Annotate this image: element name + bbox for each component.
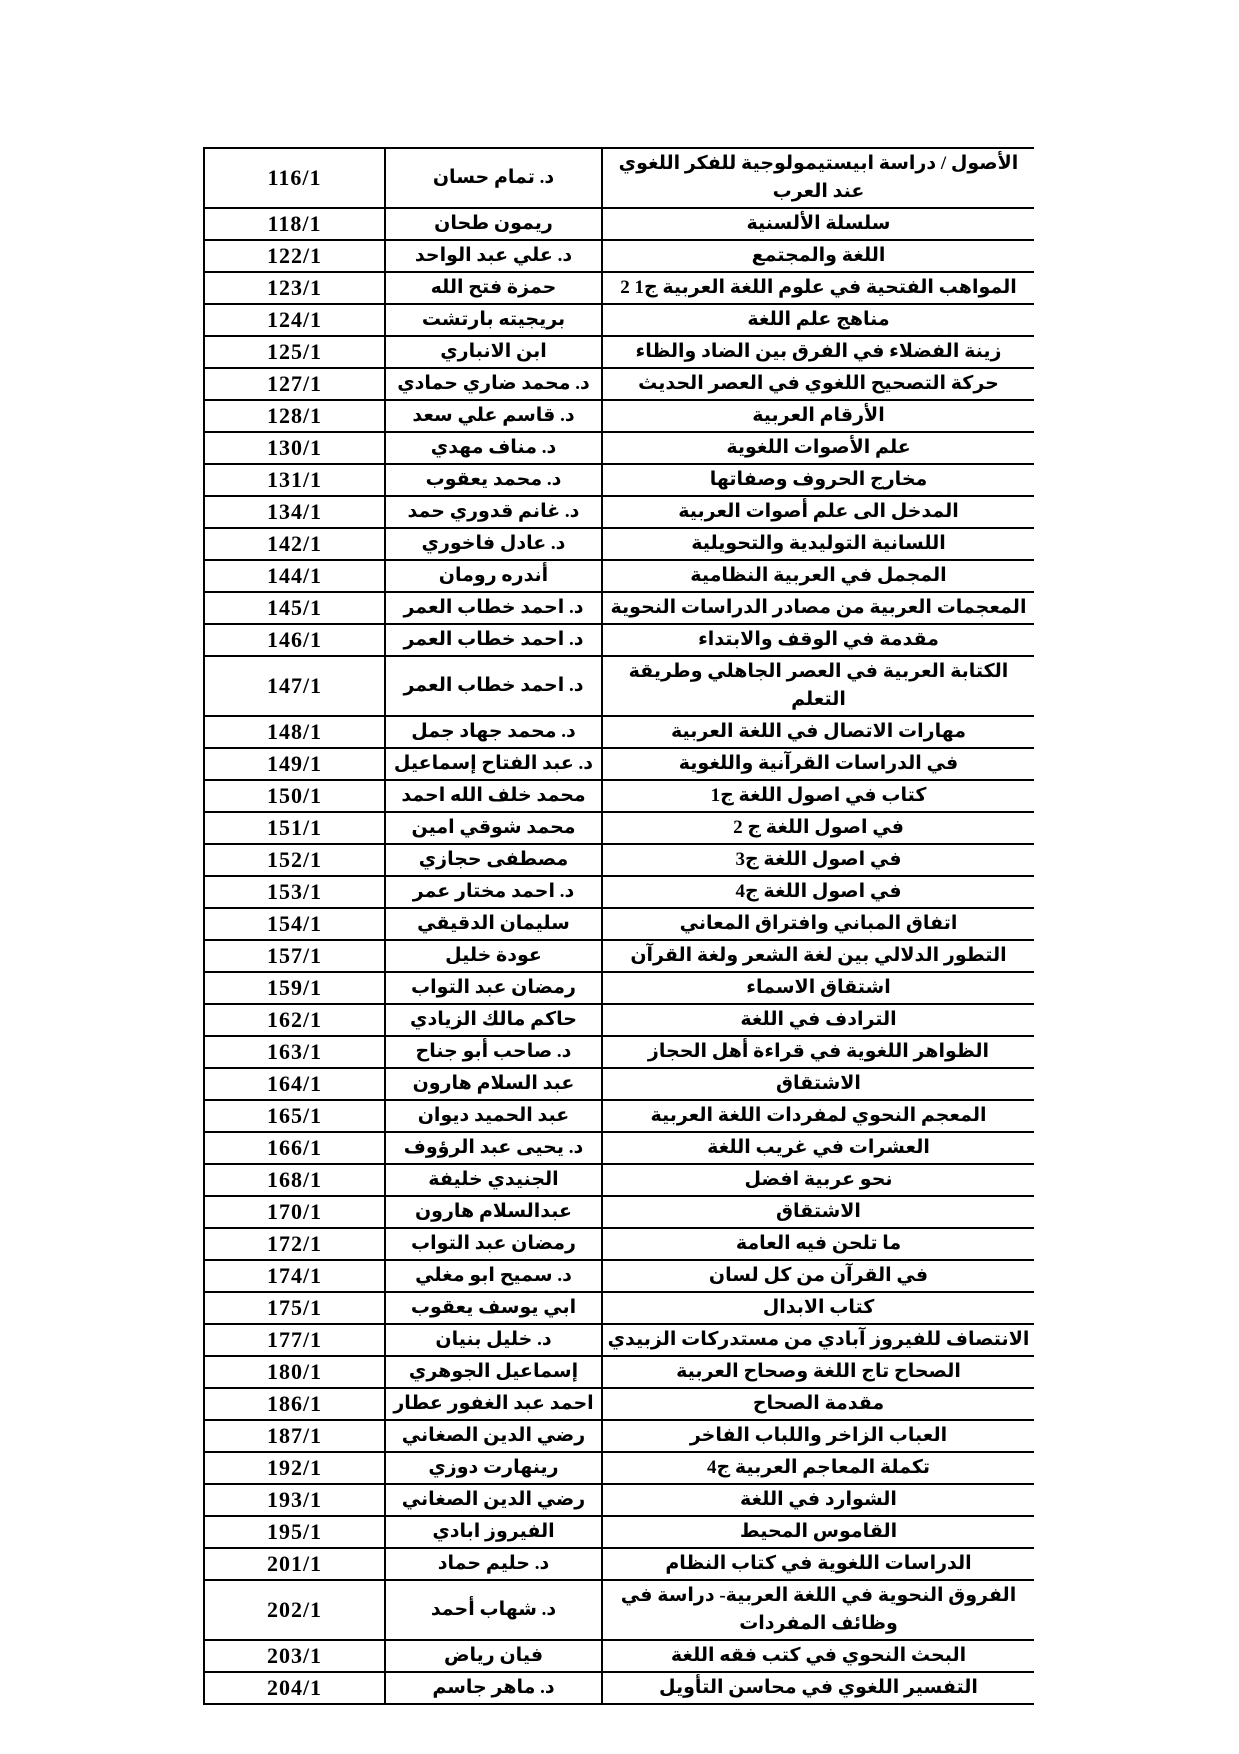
table-row (204, 972, 1034, 1004)
author-name-cell: د. محمد يعقوب (385, 464, 602, 496)
book-title-cell: الشوارد في اللغة (602, 1484, 1034, 1516)
book-title-cell: في اصول اللغة ج4 (602, 876, 1034, 908)
catalog-number-cell: 203/1 (204, 1640, 385, 1672)
table-row (204, 780, 1034, 812)
book-title-cell: في الدراسات القرآنية واللغوية (602, 748, 1034, 780)
book-title-cell: اتفاق المباني وافتراق المعاني (602, 908, 1034, 940)
table-row (204, 1260, 1034, 1292)
table-row (204, 336, 1034, 368)
book-title-cell: الانتصاف للفيروز آبادي من مستدركات الزبيدي (602, 1324, 1034, 1356)
author-name-cell: ريمون طحان (385, 208, 602, 240)
book-title-cell: مناهج علم اللغة (602, 304, 1034, 336)
book-title-cell: مهارات الاتصال في اللغة العربية (602, 716, 1034, 748)
table-row (204, 1196, 1034, 1228)
book-title-cell: العشرات في غريب اللغة (602, 1132, 1034, 1164)
book-title-cell: حركة التصحيح اللغوي في العصر الحديث (602, 368, 1034, 400)
catalog-rows (204, 148, 1034, 1704)
table-row (204, 560, 1034, 592)
table-row (204, 1228, 1034, 1260)
author-name-cell: فيان رياض (385, 1640, 602, 1672)
table-row (204, 656, 1034, 716)
catalog-number-cell: 149/1 (204, 748, 385, 780)
book-title-cell: الدراسات اللغوية في كتاب النظام (602, 1548, 1034, 1580)
author-name-cell: د. عبد الفتاح إسماعيل (385, 748, 602, 780)
catalog-number-cell: 202/1 (204, 1580, 385, 1640)
table-row (204, 1324, 1034, 1356)
catalog-number-cell: 159/1 (204, 972, 385, 1004)
author-name-cell: ابي يوسف يعقوب (385, 1292, 602, 1324)
book-title-cell: تكملة المعاجم العربية ج4 (602, 1452, 1034, 1484)
book-title-cell: الاشتقاق (602, 1196, 1034, 1228)
book-title-cell: المعجمات العربية من مصادر الدراسات النحوية (602, 592, 1034, 624)
table-row (204, 272, 1034, 304)
author-name-cell: د. خليل بنيان (385, 1324, 602, 1356)
table-row (204, 1068, 1034, 1100)
book-title-cell: الفروق النحوية في اللغة العربية- دراسة في وظائف المفردات (602, 1580, 1034, 1640)
catalog-number-cell: 146/1 (204, 624, 385, 656)
book-title-cell: الأصول / دراسة ابيستيمولوجية للفكر اللغوي عند العرب (602, 148, 1034, 208)
catalog-number-cell: 166/1 (204, 1132, 385, 1164)
book-title-cell: التطور الدلالي بين لغة الشعر ولغة القرآن (602, 940, 1034, 972)
catalog-number-cell: 204/1 (204, 1672, 385, 1704)
catalog-number-cell: 116/1 (204, 148, 385, 208)
book-title-cell: الترادف في اللغة (602, 1004, 1034, 1036)
table-row (204, 1356, 1034, 1388)
author-name-cell: د. سميح ابو مغلي (385, 1260, 602, 1292)
author-name-cell: حمزة فتح الله (385, 272, 602, 304)
table-row (204, 1164, 1034, 1196)
table-row (204, 1548, 1034, 1580)
table-row (204, 1388, 1034, 1420)
catalog-number-cell: 170/1 (204, 1196, 385, 1228)
author-name-cell: إسماعيل الجوهري (385, 1356, 602, 1388)
catalog-number-cell: 175/1 (204, 1292, 385, 1324)
author-name-cell: حاكم مالك الزيادي (385, 1004, 602, 1036)
table-row (204, 748, 1034, 780)
author-name-cell: عودة خليل (385, 940, 602, 972)
catalog-number-cell: 195/1 (204, 1516, 385, 1548)
book-title-cell: التفسير اللغوي في محاسن التأويل (602, 1672, 1034, 1704)
author-name-cell: د. صاحب أبو جناح (385, 1036, 602, 1068)
table-row (204, 876, 1034, 908)
catalog-number-cell: 186/1 (204, 1388, 385, 1420)
book-title-cell: الظواهر اللغوية في قراءة أهل الحجاز (602, 1036, 1034, 1068)
book-title-cell: اللسانية التوليدية والتحويلية (602, 528, 1034, 560)
catalog-number-cell: 162/1 (204, 1004, 385, 1036)
book-title-cell: في اصول اللغة ج3 (602, 844, 1034, 876)
author-name-cell: رينهارت دوزي (385, 1452, 602, 1484)
author-name-cell: رضي الدين الصغاني (385, 1420, 602, 1452)
author-name-cell: رضي الدين الصغاني (385, 1484, 602, 1516)
author-name-cell: بريجيته بارتشت (385, 304, 602, 336)
author-name-cell: أندره رومان (385, 560, 602, 592)
catalog-number-cell: 131/1 (204, 464, 385, 496)
book-title-cell: مخارج الحروف وصفاتها (602, 464, 1034, 496)
table-row (204, 1580, 1034, 1640)
book-title-cell: اللغة والمجتمع (602, 240, 1034, 272)
table-row (204, 592, 1034, 624)
book-title-cell: العباب الزاخر واللباب الفاخر (602, 1420, 1034, 1452)
book-title-cell: الاشتقاق (602, 1068, 1034, 1100)
book-title-cell: اشتقاق الاسماء (602, 972, 1034, 1004)
author-name-cell: سليمان الدقيقي (385, 908, 602, 940)
book-title-cell: الأرقام العربية (602, 400, 1034, 432)
book-title-cell: المجمل في العربية النظامية (602, 560, 1034, 592)
catalog-number-cell: 168/1 (204, 1164, 385, 1196)
table-row (204, 716, 1034, 748)
catalog-number-cell: 118/1 (204, 208, 385, 240)
book-title-cell: كتاب الابدال (602, 1292, 1034, 1324)
author-name-cell: د. شهاب أحمد (385, 1580, 602, 1640)
book-title-cell: المواهب الفتحية في علوم اللغة العربية ج1 2 (602, 272, 1034, 304)
table-row (204, 1516, 1034, 1548)
author-name-cell: د. علي عبد الواحد (385, 240, 602, 272)
book-title-cell: زينة الفضلاء في الفرق بين الضاد والظاء (602, 336, 1034, 368)
catalog-number-cell: 147/1 (204, 656, 385, 716)
author-name-cell: د. يحيى عبد الرؤوف (385, 1132, 602, 1164)
author-name-cell: د. محمد ضاري حمادي (385, 368, 602, 400)
author-name-cell: د. حليم حماد (385, 1548, 602, 1580)
table-row (204, 1484, 1034, 1516)
author-name-cell: د. مناف مهدي (385, 432, 602, 464)
table-row (204, 1420, 1034, 1452)
author-name-cell: د. محمد جهاد جمل (385, 716, 602, 748)
author-name-cell: د. احمد خطاب العمر (385, 624, 602, 656)
table-row (204, 908, 1034, 940)
table-row (204, 1640, 1034, 1672)
catalog-number-cell: 154/1 (204, 908, 385, 940)
catalog-number-cell: 128/1 (204, 400, 385, 432)
table-row (204, 240, 1034, 272)
catalog-number-cell: 151/1 (204, 812, 385, 844)
catalog-number-cell: 123/1 (204, 272, 385, 304)
catalog-number-cell: 174/1 (204, 1260, 385, 1292)
book-title-cell: الكتابة العربية في العصر الجاهلي وطريقة التعلم (602, 656, 1034, 716)
author-name-cell: د. احمد مختار عمر (385, 876, 602, 908)
catalog-number-cell: 192/1 (204, 1452, 385, 1484)
catalog-number-cell: 148/1 (204, 716, 385, 748)
catalog-number-cell: 150/1 (204, 780, 385, 812)
table-row (204, 496, 1034, 528)
author-name-cell: ابن الانباري (385, 336, 602, 368)
table-row (204, 1036, 1034, 1068)
catalog-number-cell: 172/1 (204, 1228, 385, 1260)
author-name-cell: د. غانم قدوري حمد (385, 496, 602, 528)
table-row (204, 304, 1034, 336)
author-name-cell: احمد عبد الغفور عطار (385, 1388, 602, 1420)
book-title-cell: مقدمة في الوقف والابتداء (602, 624, 1034, 656)
table-row (204, 844, 1034, 876)
catalog-number-cell: 177/1 (204, 1324, 385, 1356)
table-row (204, 812, 1034, 844)
author-name-cell: د. قاسم علي سعد (385, 400, 602, 432)
catalog-number-cell: 187/1 (204, 1420, 385, 1452)
catalog-number-cell: 130/1 (204, 432, 385, 464)
table-row (204, 208, 1034, 240)
author-name-cell: د. عادل فاخوري (385, 528, 602, 560)
table-row (204, 1004, 1034, 1036)
author-name-cell: رمضان عبد التواب (385, 972, 602, 1004)
author-name-cell: الفيروز ابادي (385, 1516, 602, 1548)
author-name-cell: عبد الحميد ديوان (385, 1100, 602, 1132)
catalog-number-cell: 125/1 (204, 336, 385, 368)
author-name-cell: الجنيدي خليفة (385, 1164, 602, 1196)
book-title-cell: القاموس المحيط (602, 1516, 1034, 1548)
table-row (204, 464, 1034, 496)
book-title-cell: المدخل الى علم أصوات العربية (602, 496, 1034, 528)
author-name-cell: عبد السلام هارون (385, 1068, 602, 1100)
book-title-cell: في القرآن من كل لسان (602, 1260, 1034, 1292)
book-catalog-table (203, 147, 1034, 1705)
book-title-cell: الصحاح تاج اللغة وصحاح العربية (602, 1356, 1034, 1388)
author-name-cell: محمد شوقي امين (385, 812, 602, 844)
catalog-number-cell: 163/1 (204, 1036, 385, 1068)
table-row (204, 368, 1034, 400)
author-name-cell: د. ماهر جاسم (385, 1672, 602, 1704)
catalog-number-cell: 134/1 (204, 496, 385, 528)
book-title-cell: علم الأصوات اللغوية (602, 432, 1034, 464)
table-row (204, 1100, 1034, 1132)
table-row (204, 528, 1034, 560)
table-row (204, 1292, 1034, 1324)
book-title-cell: مقدمة الصحاح (602, 1388, 1034, 1420)
book-title-cell: كتاب في اصول اللغة ج1 (602, 780, 1034, 812)
book-title-cell: في اصول اللغة ج 2 (602, 812, 1034, 844)
catalog-number-cell: 193/1 (204, 1484, 385, 1516)
book-title-cell: سلسلة الألسنية (602, 208, 1034, 240)
book-title-cell: البحث النحوي في كتب فقه اللغة (602, 1640, 1034, 1672)
table-row (204, 432, 1034, 464)
author-name-cell: مصطفى حجازي (385, 844, 602, 876)
author-name-cell: محمد خلف الله احمد (385, 780, 602, 812)
catalog-number-cell: 157/1 (204, 940, 385, 972)
book-title-cell: نحو عربية افضل (602, 1164, 1034, 1196)
table-row (204, 1132, 1034, 1164)
table-row (204, 148, 1034, 208)
author-name-cell: د. تمام حسان (385, 148, 602, 208)
catalog-number-cell: 142/1 (204, 528, 385, 560)
table-row (204, 624, 1034, 656)
catalog-number-cell: 164/1 (204, 1068, 385, 1100)
catalog-number-cell: 127/1 (204, 368, 385, 400)
catalog-number-cell: 152/1 (204, 844, 385, 876)
catalog-number-cell: 122/1 (204, 240, 385, 272)
author-name-cell: رمضان عبد التواب (385, 1228, 602, 1260)
book-title-cell: المعجم النحوي لمفردات اللغة العربية (602, 1100, 1034, 1132)
author-name-cell: د. احمد خطاب العمر (385, 656, 602, 716)
catalog-number-cell: 180/1 (204, 1356, 385, 1388)
catalog-number-cell: 153/1 (204, 876, 385, 908)
catalog-number-cell: 124/1 (204, 304, 385, 336)
catalog-number-cell: 145/1 (204, 592, 385, 624)
author-name-cell: د. احمد خطاب العمر (385, 592, 602, 624)
table-row (204, 400, 1034, 432)
table-row (204, 1452, 1034, 1484)
catalog-number-cell: 201/1 (204, 1548, 385, 1580)
table-row (204, 940, 1034, 972)
author-name-cell: عبدالسلام هارون (385, 1196, 602, 1228)
catalog-number-cell: 144/1 (204, 560, 385, 592)
table-row (204, 1672, 1034, 1704)
catalog-number-cell: 165/1 (204, 1100, 385, 1132)
book-title-cell: ما تلحن فيه العامة (602, 1228, 1034, 1260)
